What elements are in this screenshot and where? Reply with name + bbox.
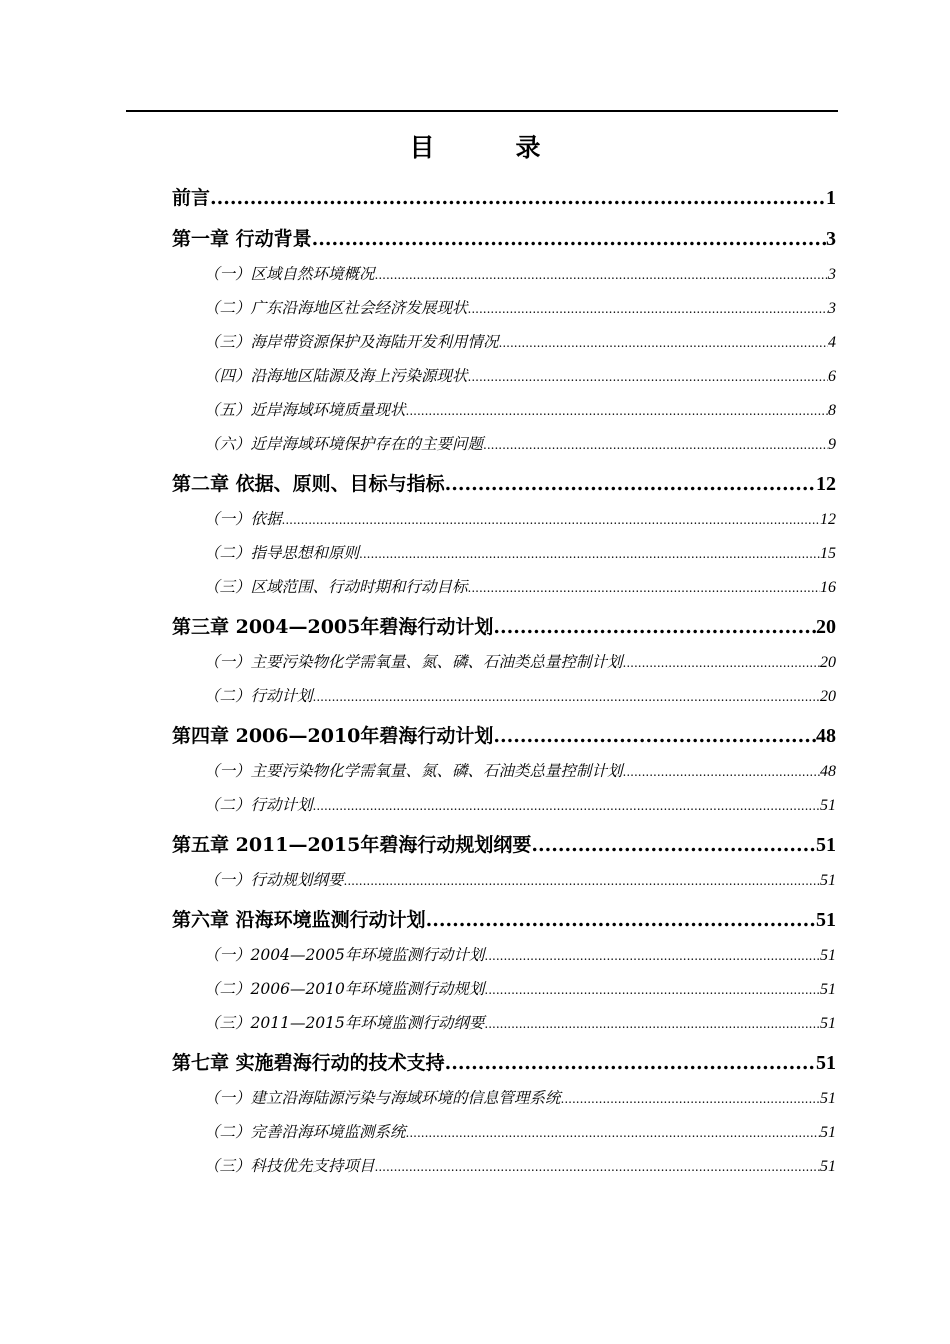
toc-entry-label: （三）区域范围、行动时期和行动目标	[204, 578, 468, 596]
toc-section-entry[interactable]	[172, 257, 836, 291]
toc-section-entry[interactable]	[172, 754, 836, 788]
toc-entry-label: （一）主要污染物化学需氧量、氮、磷、石油类总量控制计划	[204, 653, 623, 671]
toc-dot-leader	[313, 789, 820, 823]
toc-entry-label: （一）主要污染物化学需氧量、氮、磷、石油类总量控制计划	[204, 762, 623, 780]
toc-page-number: 16	[820, 579, 836, 596]
toc-chapter-entry[interactable]	[172, 609, 836, 645]
toc-entry-label: （一）依据	[204, 510, 282, 528]
toc-page-number: 51	[820, 797, 836, 814]
toc-dot-leader	[623, 646, 820, 680]
toc-page-number: 51	[820, 1015, 836, 1032]
toc-dot-leader	[312, 221, 826, 257]
toc-section-entry[interactable]	[172, 1149, 836, 1183]
toc-section-entry[interactable]	[172, 972, 836, 1006]
toc-page-number: 9	[828, 436, 836, 453]
toc-dot-leader	[468, 292, 828, 326]
toc-page-number: 1	[826, 187, 836, 209]
toc-page-number: 51	[820, 1158, 836, 1175]
toc-dot-leader	[282, 503, 820, 537]
toc-dot-leader	[426, 902, 816, 938]
toc-section-entry[interactable]	[172, 325, 836, 359]
toc-entry-label: （二）2006—2010年环境监测行动规划	[204, 980, 485, 998]
toc-dot-leader	[561, 1082, 820, 1116]
toc-page-number: 51	[820, 981, 836, 998]
toc-dot-leader	[468, 571, 820, 605]
toc-dot-leader	[445, 1045, 816, 1081]
toc-page-number: 20	[820, 688, 836, 705]
toc-section-entry[interactable]	[172, 938, 836, 972]
toc-section-entry[interactable]	[172, 1081, 836, 1115]
toc-chapter-entry[interactable]	[172, 827, 836, 863]
toc-dot-leader	[406, 394, 828, 428]
toc-entry-label: （二）行动计划	[204, 687, 313, 705]
toc-entry-label: 第七章 实施碧海行动的技术支持	[172, 1052, 445, 1074]
toc-entry-label: （六）近岸海域环境保护存在的主要问题	[204, 435, 484, 453]
toc-entry-label: （四）沿海地区陆源及海上污染源现状	[204, 367, 468, 385]
toc-entry-label: 第二章 依据、原则、目标与指标	[172, 473, 445, 495]
toc-dot-leader	[484, 1007, 820, 1041]
toc-dot-leader	[344, 864, 820, 898]
toc-page-number: 12	[820, 511, 836, 528]
toc-page-number: 51	[816, 909, 836, 931]
toc-page-number: 20	[820, 654, 836, 671]
toc-entry-label: 第一章 行动背景	[172, 228, 312, 250]
toc-page-number: 8	[828, 402, 836, 419]
toc-chapter-entry[interactable]	[172, 221, 836, 257]
toc-section-entry[interactable]	[172, 536, 836, 570]
toc-chapter-entry[interactable]	[172, 1045, 836, 1081]
toc-page-number: 3	[826, 228, 836, 250]
toc-section-entry[interactable]	[172, 393, 836, 427]
toc-dot-leader	[406, 1116, 820, 1150]
toc-entry-label: （五）近岸海域环境质量现状	[204, 401, 406, 419]
header-rule	[126, 110, 838, 112]
toc-dot-leader	[493, 718, 816, 754]
toc-dot-leader	[531, 827, 816, 863]
toc-entry-label: （二）广东沿海地区社会经济发展现状	[204, 299, 468, 317]
toc-page-number: 48	[820, 763, 836, 780]
toc-dot-leader	[445, 466, 816, 502]
toc-entry-label: 第四章 2006—2010年碧海行动计划	[172, 725, 494, 747]
toc-dot-leader	[375, 1150, 820, 1184]
toc-page-number: 15	[820, 545, 836, 562]
toc-chapter-entry[interactable]	[172, 718, 836, 754]
toc-dot-leader	[484, 939, 820, 973]
toc-dot-leader	[210, 180, 826, 216]
toc-chapter-entry[interactable]	[172, 902, 836, 938]
toc-entry-label: （一）建立沿海陆源污染与海域环境的信息管理系统	[204, 1089, 561, 1107]
toc-entry-label: （三）2011—2015年环境监测行动纲要	[204, 1014, 485, 1032]
toc-chapter-entry[interactable]	[172, 180, 836, 216]
toc-page-number: 3	[828, 300, 836, 317]
toc-page-number: 20	[816, 616, 836, 638]
toc-dot-leader	[623, 755, 820, 789]
toc-page-number: 51	[820, 872, 836, 889]
toc-section-entry[interactable]	[172, 1006, 836, 1040]
toc-page-number: 6	[828, 368, 836, 385]
toc-entry-label: （三）海岸带资源保护及海陆开发利用情况	[204, 333, 499, 351]
toc-page-number: 51	[820, 1090, 836, 1107]
toc-dot-leader	[359, 537, 820, 571]
toc-entry-label: （二）完善沿海环境监测系统	[204, 1123, 406, 1141]
toc-section-entry[interactable]	[172, 502, 836, 536]
toc-entry-label: 前言	[172, 187, 211, 209]
toc-page-number: 3	[828, 266, 836, 283]
toc-page-number: 48	[816, 725, 836, 747]
toc-entry-label: （一）行动规划纲要	[204, 871, 344, 889]
toc-section-entry[interactable]	[172, 570, 836, 604]
toc-section-entry[interactable]	[172, 291, 836, 325]
toc-page-number: 4	[828, 334, 836, 351]
toc-section-entry[interactable]	[172, 1115, 836, 1149]
toc-section-entry[interactable]	[172, 359, 836, 393]
toc-entry-label: 第五章 2011—2015年碧海行动规划纲要	[172, 834, 532, 856]
toc-section-entry[interactable]	[172, 679, 836, 713]
toc-page-number: 51	[816, 834, 836, 856]
toc-entry-label: （一）区域自然环境概况	[204, 265, 375, 283]
toc-section-entry[interactable]	[172, 863, 836, 897]
toc-entry-label: 第六章 沿海环境监测行动计划	[172, 909, 426, 931]
toc-page-number: 51	[820, 947, 836, 964]
toc-section-entry[interactable]	[172, 645, 836, 679]
table-of-contents	[172, 175, 836, 1183]
toc-page-number: 51	[820, 1124, 836, 1141]
toc-section-entry[interactable]	[172, 427, 836, 461]
toc-dot-leader	[484, 973, 820, 1007]
toc-dot-leader	[493, 609, 816, 645]
toc-page-number: 12	[816, 473, 836, 495]
toc-chapter-entry[interactable]	[172, 466, 836, 502]
toc-title: 目 录	[409, 133, 569, 162]
toc-section-entry[interactable]	[172, 788, 836, 822]
toc-entry-label: （二）指导思想和原则	[204, 544, 360, 562]
toc-entry-label: （一）2004—2005年环境监测行动计划	[204, 946, 485, 964]
toc-entry-label: （二）行动计划	[204, 796, 313, 814]
toc-entry-label: （三）科技优先支持项目	[204, 1157, 375, 1175]
toc-dot-leader	[483, 428, 828, 462]
toc-dot-leader	[499, 326, 828, 360]
toc-dot-leader	[468, 360, 828, 394]
toc-page-number: 51	[816, 1052, 836, 1074]
toc-entry-label: 第三章 2004—2005年碧海行动计划	[172, 616, 494, 638]
toc-dot-leader	[375, 258, 828, 292]
toc-dot-leader	[313, 680, 820, 714]
